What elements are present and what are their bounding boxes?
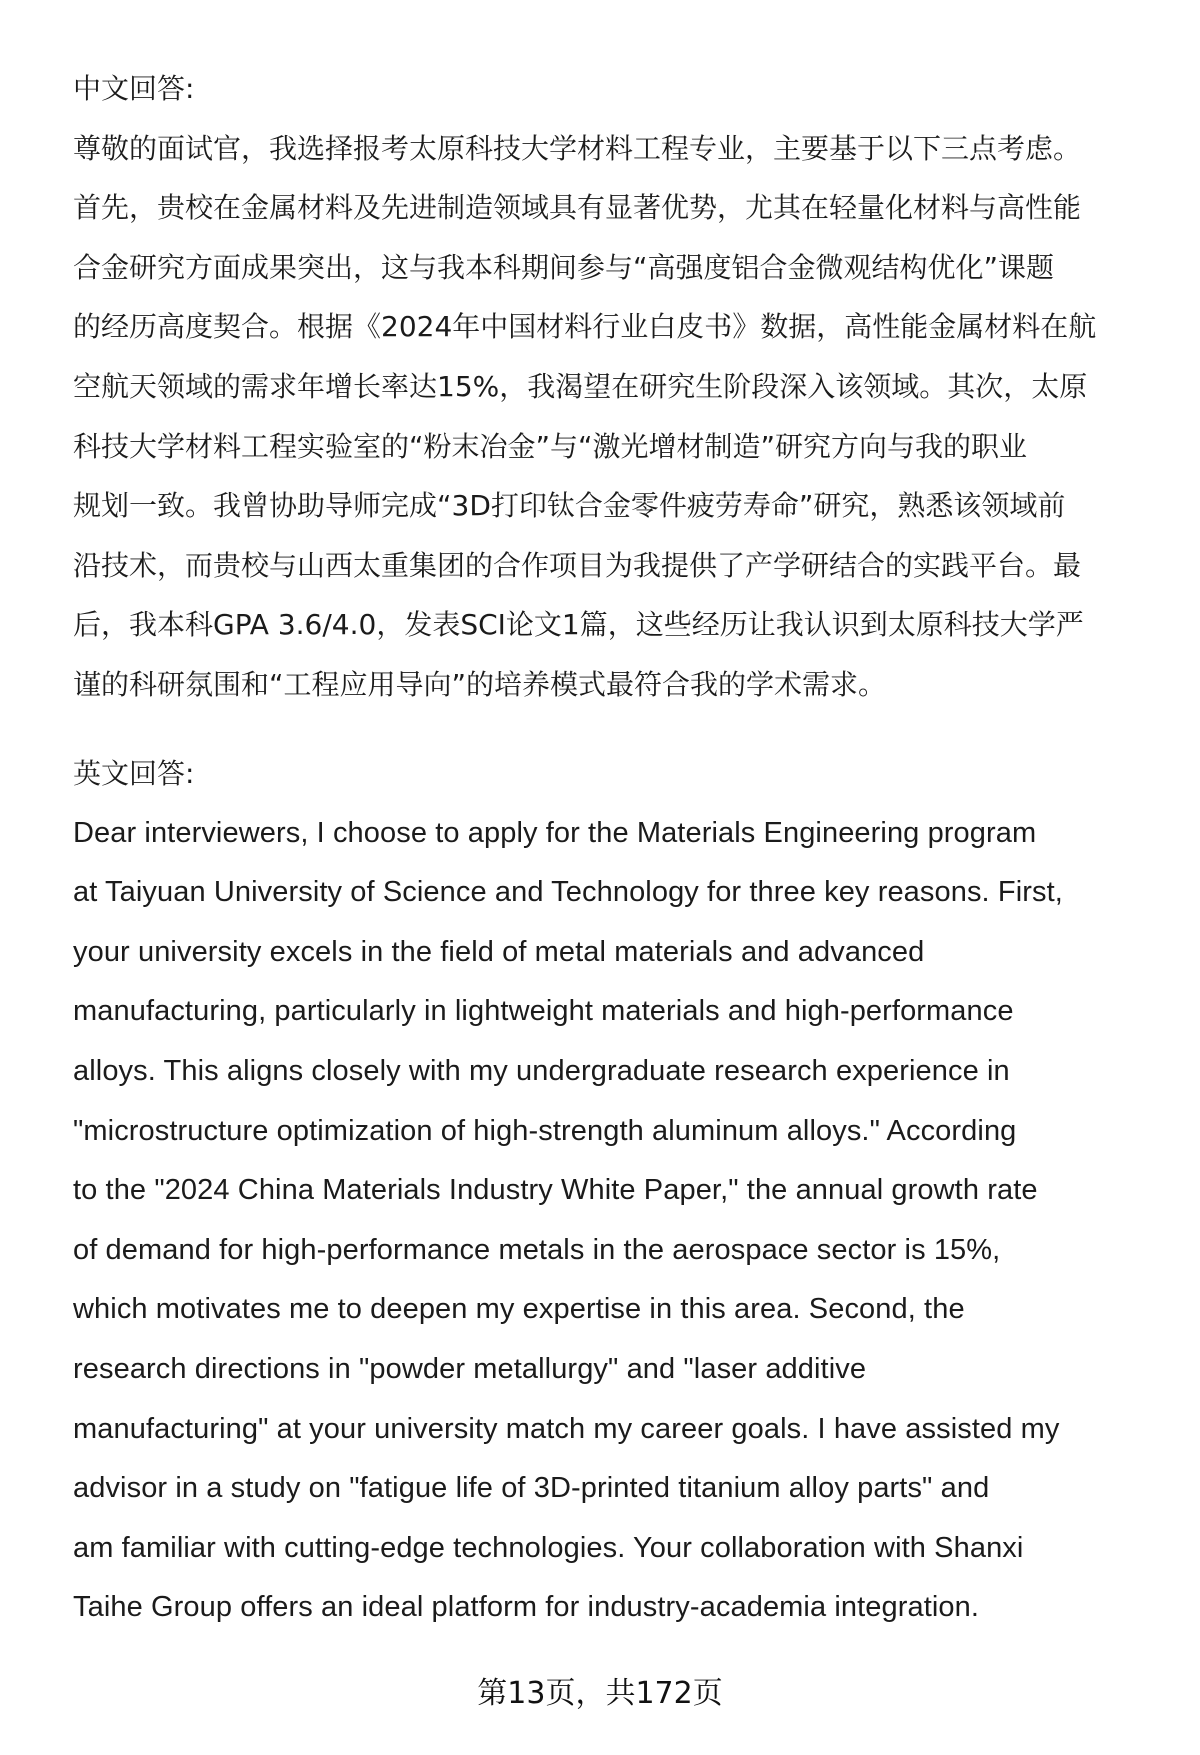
english-answer-line: advisor in a study on "fatigue life of 3D-printed titanium alloy parts" and — [73, 1472, 990, 1505]
english-answer-line: manufacturing" at your university match my career goals. I have assisted my — [73, 1412, 1060, 1445]
english-answer-line: manufacturing, particularly in lightweight materials and high-performance — [73, 995, 1014, 1028]
chinese-answer-line: 首先，贵校在金属材料及先进制造领域具有显著优势，尤其在轻量化材料与高性能 — [73, 191, 1082, 225]
english-answer-line: your university excels in the field of metal materials and advanced — [73, 935, 925, 968]
english-answer-line: alloys. This aligns closely with my undergraduate research experience in — [73, 1054, 1010, 1087]
english-answer-line: research directions in "powder metallurgy" and "laser additive — [73, 1352, 867, 1385]
chinese-answer-line: 规划一致。我曾协助导师完成“3D打印钛合金零件疲劳寿命”研究，熟悉该领域前 — [73, 489, 1066, 523]
chinese-answer-line: 沿技术，而贵校与山西太重集团的合作项目为我提供了产学研结合的实践平台。最 — [73, 548, 1082, 582]
english-answer-line: which motivates me to deepen my expertise in this area. Second, the — [73, 1293, 965, 1326]
chinese-answer-line: 尊敬的面试官，我选择报考太原科技大学材料工程专业，主要基于以下三点考虑。 — [73, 131, 1082, 165]
english-answer-heading: 英文回答: — [73, 757, 195, 790]
page-number: 第13页，共172页 — [477, 1676, 723, 1711]
english-answer-section — [73, 744, 1156, 1638]
english-answer-line: at Taiyuan University of Science and Technology for three key reasons. First, — [73, 876, 1063, 909]
chinese-answer-line: 谨的科研氛围和“工程应用导向”的培养模式最符合我的学术需求。 — [73, 667, 887, 701]
chinese-answer-line: 空航天领域的需求年增长率达15%，我渴望在研究生阶段深入该领域。其次，太原 — [73, 369, 1088, 403]
english-answer-line: to the "2024 China Materials Industry White Paper," the annual growth rate — [73, 1174, 1038, 1207]
chinese-answer-line: 科技大学材料工程实验室的“粉末冶金”与“激光增材制造”研究方向与我的职业 — [73, 429, 1028, 463]
chinese-answer-line: 合金研究方面成果突出，这与我本科期间参与“高强度铝合金微观结构优化”课题 — [73, 250, 1055, 284]
english-answer-line: Dear interviewers, I choose to apply for the Materials Engineering program — [73, 816, 1037, 849]
chinese-answer-line: 后，我本科GPA 3.6/4.0，发表SCI论文1篇，这些经历让我认识到太原科技大学严 — [73, 608, 1084, 642]
english-answer-line: Taihe Group offers an ideal platform for industry-academia integration. — [73, 1591, 980, 1624]
chinese-answer-heading: 中文回答: — [73, 72, 195, 105]
english-answer-line: am familiar with cutting-edge technologies. Your collaboration with Shanxi — [73, 1531, 1024, 1564]
chinese-answer-line: 的经历高度契合。根据《2024年中国材料行业白皮书》数据，高性能金属材料在航 — [73, 310, 1097, 344]
english-answer-line: of demand for high-performance metals in the aerospace sector is 15%, — [73, 1233, 1001, 1266]
english-answer-line: "microstructure optimization of high-strength aluminum alloys." According — [73, 1114, 1017, 1147]
chinese-answer-section — [73, 59, 1156, 715]
